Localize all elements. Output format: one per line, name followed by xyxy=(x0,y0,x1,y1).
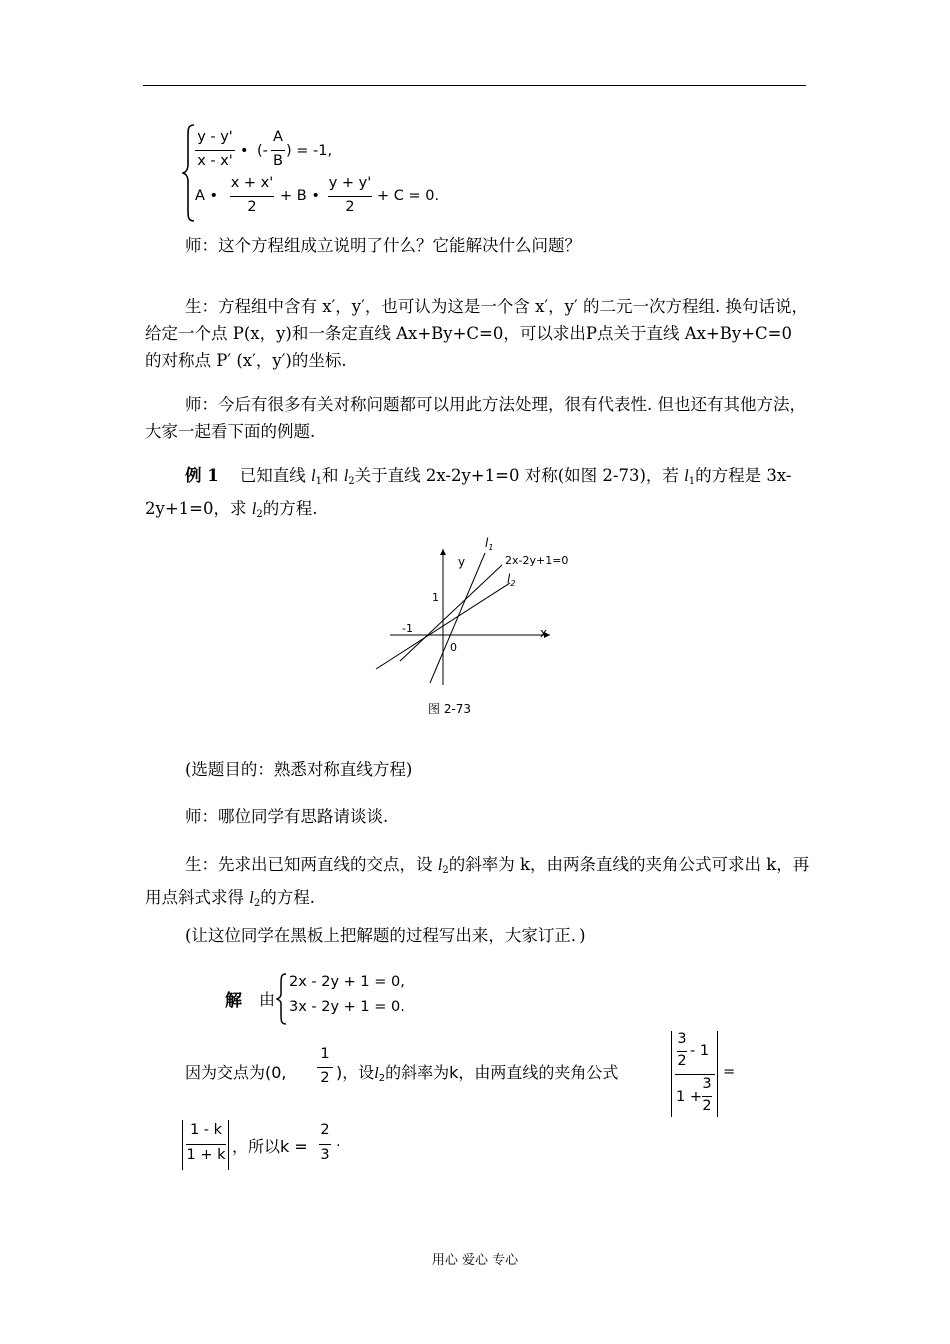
big-num-tail: - 1 xyxy=(690,1043,710,1059)
page-footer: 用心 爱心 专心 xyxy=(431,1253,519,1268)
big-den-b: 2 xyxy=(702,1098,712,1114)
solution-label: 解 xyxy=(225,991,242,1011)
big-frac-bar xyxy=(675,1074,715,1075)
l-symbol: l xyxy=(343,466,349,485)
frac-bar xyxy=(186,1144,226,1145)
example-text: 和 xyxy=(321,466,344,485)
paragraph-teacher-ask: 师：哪位同学有思路请谈谈. xyxy=(185,807,389,826)
so-k: ，所以k = xyxy=(232,1137,308,1156)
header-rule xyxy=(143,85,806,86)
frac-bar xyxy=(328,196,372,197)
subscript: 2 xyxy=(378,1073,386,1084)
subscript: 2 xyxy=(253,898,261,909)
x-label: x xyxy=(540,626,548,640)
text: 的方程. xyxy=(260,888,315,907)
subscript: 1 xyxy=(315,476,322,487)
subscript: 2 xyxy=(442,865,449,876)
l-symbol: l xyxy=(374,1065,379,1082)
l-symbol: l xyxy=(684,466,689,485)
frac-top-num: y - y' xyxy=(197,129,233,145)
abs-bar-right xyxy=(228,1120,229,1170)
paren-open: (- xyxy=(257,143,268,159)
text: )，设 xyxy=(336,1063,375,1082)
frac-y-den: 2 xyxy=(345,199,355,215)
line-label: 2x-2y+1=0 xyxy=(505,554,569,567)
example-text: 的方程. xyxy=(262,499,318,518)
y-label: y xyxy=(458,555,466,569)
k-val-num: 2 xyxy=(320,1122,330,1138)
example-label: 例 1 xyxy=(185,466,219,485)
half-den: 2 xyxy=(320,1070,330,1086)
abs-bar-left xyxy=(671,1031,672,1117)
k-num: 1 - k xyxy=(189,1122,223,1138)
example-text: 的方程是 3x-2y+1=0，求 xyxy=(145,466,792,518)
paragraph-teacher-question: 师：这个方程组成立说明了什么？它能解决什么问题？ xyxy=(185,236,581,255)
frac-bar xyxy=(702,1096,712,1097)
k-den: 1 + k xyxy=(186,1147,226,1163)
solution-line2 xyxy=(185,1060,287,1083)
text: 因为交点为(0, xyxy=(185,1063,287,1082)
l-symbol: l xyxy=(251,499,257,518)
subscript: 2 xyxy=(348,476,355,487)
frac-bar xyxy=(317,1067,333,1068)
big-num-a: 3 xyxy=(677,1031,687,1047)
abs-bar-left xyxy=(182,1120,183,1170)
tick-y-1: 1 xyxy=(432,591,439,604)
line-l1 xyxy=(430,553,485,683)
solution-line2-b xyxy=(336,1060,618,1084)
l-symbol: l xyxy=(437,855,443,874)
top-tail: ) = -1, xyxy=(286,143,333,159)
frac-bar xyxy=(230,196,274,197)
frac-bar xyxy=(271,150,285,151)
end-period: . xyxy=(336,1134,341,1150)
l-symbol: l xyxy=(249,888,254,907)
dot-symbol: • xyxy=(240,143,249,159)
k-val-den: 3 xyxy=(320,1147,330,1163)
frac-x-den: 2 xyxy=(247,199,257,215)
l1-label: $l_1$ xyxy=(485,536,494,552)
subscript: 1 xyxy=(688,476,696,487)
frac-a-den: B xyxy=(273,153,283,169)
example-1 xyxy=(145,462,813,528)
equals-sign: = xyxy=(723,1064,736,1080)
text: 的斜率为 k，由两条直线的夹角公式可求出 k，再用点斜式求得 xyxy=(145,855,810,907)
tick-x-minus-1: -1 xyxy=(402,622,413,635)
figure-2-73 xyxy=(370,535,570,720)
bot-mid: + B • xyxy=(280,188,320,204)
frac-y-num: y + y' xyxy=(328,175,372,191)
frac-bar xyxy=(195,150,235,151)
solution-eq1: 2x - 2y + 1 = 0, xyxy=(289,974,405,990)
l-symbol: l xyxy=(310,466,316,485)
frac-bar xyxy=(319,1144,331,1145)
solution-by: 由 xyxy=(259,990,276,1009)
big-num-b: 2 xyxy=(677,1053,687,1069)
bot-a: A • xyxy=(195,188,219,204)
paragraph-teacher-remark: 师：今后有很多有关对称问题都可以用此方法处理，很有代表性. 但也还有其他方法，大家一起看下面的例题. xyxy=(145,395,806,441)
solution-brace xyxy=(276,973,288,1025)
abs-bar-right xyxy=(717,1031,718,1117)
example-text: 已知直线 xyxy=(239,466,311,485)
example-text: 关于直线 2x-2y+1=0 对称(如图 2-73)，若 xyxy=(354,466,685,485)
frac-bar xyxy=(677,1051,687,1052)
paragraph-student-idea xyxy=(145,851,813,917)
paragraph-board: (让这位同学在黑板上把解题的过程写出来，大家订正．) xyxy=(185,926,586,945)
y-axis-arrow-icon xyxy=(440,549,446,555)
frac-x-num: x + x' xyxy=(230,175,274,191)
subscript: 2 xyxy=(256,509,263,520)
l2-label: $l_2$ xyxy=(507,572,516,588)
big-den-a: 3 xyxy=(702,1076,712,1092)
bot-tail: + C = 0. xyxy=(377,188,440,204)
text: 的斜率为k，由两直线的夹角公式 xyxy=(385,1063,619,1082)
figure-caption: 图 2-73 xyxy=(428,702,472,716)
origin-label: 0 xyxy=(450,641,457,654)
half-num: 1 xyxy=(320,1046,330,1062)
paragraph-student-answer: 生：方程组中含有 x′，y′，也可认为这是一个含 x′，y′ 的二元一次方程组. 换句话说，给定一个点 P(x，y)和一条定直线 Ax+By+C=0，可以求出P点关于直线 Ax+By+C=0 的对称点 P′ (x′，y′)的坐标. xyxy=(145,297,808,370)
solution-eq2: 3x - 2y + 1 = 0. xyxy=(289,999,405,1015)
frac-top-den: x - x' xyxy=(197,153,233,169)
text: 生：先求出已知两直线的交点，设 xyxy=(185,855,438,874)
frac-a-num: A xyxy=(273,129,283,145)
big-den-head: 1 + xyxy=(676,1089,702,1105)
paragraph-purpose: (选题目的：熟悉对称直线方程) xyxy=(185,760,413,779)
